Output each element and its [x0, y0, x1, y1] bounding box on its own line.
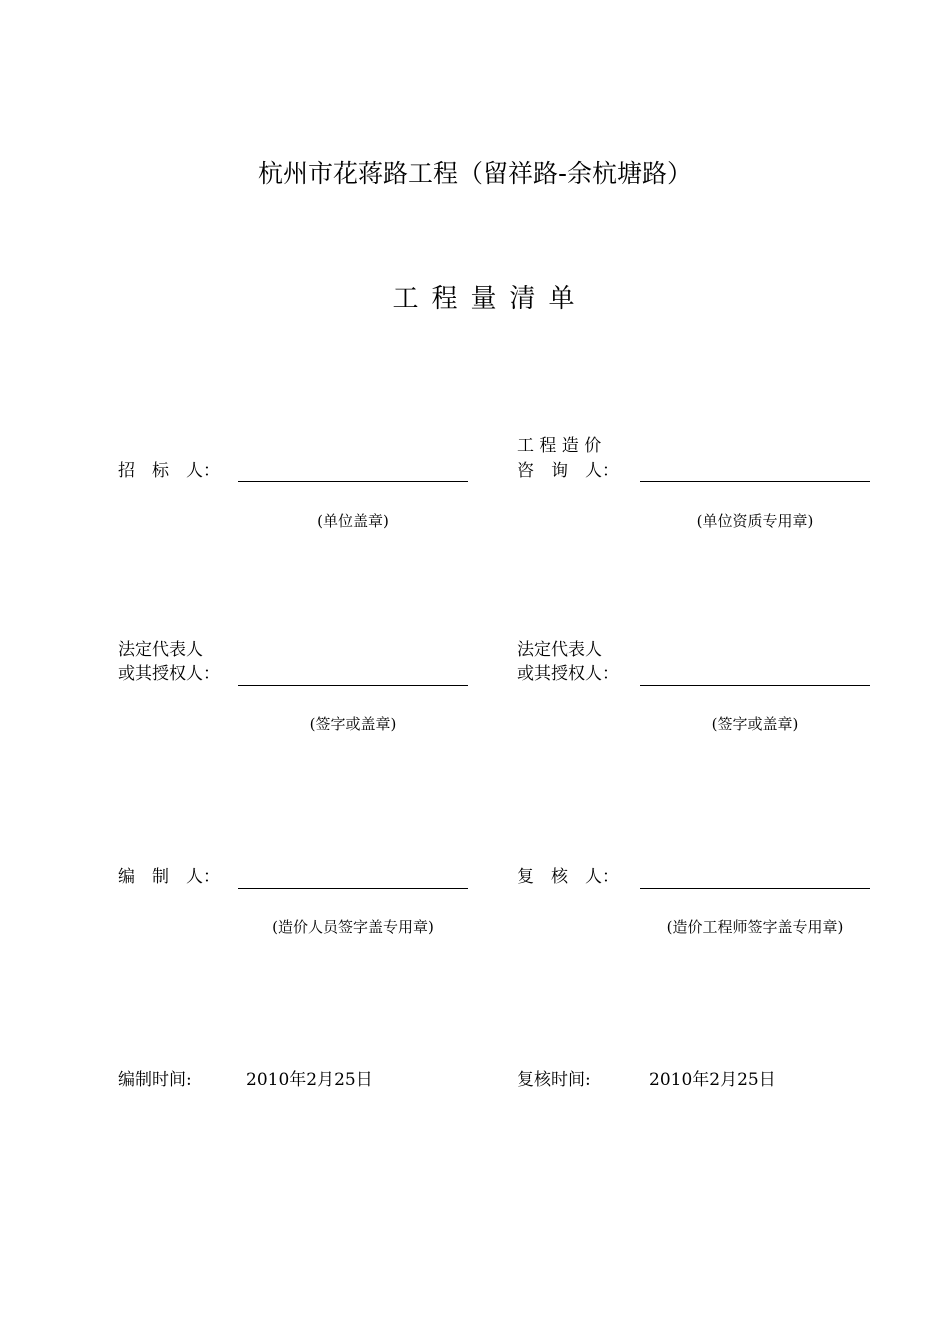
- legal-rep-right-label-line2: 或其授权人：: [517, 664, 619, 684]
- legal-rep-left-note: (签字或盖章): [309, 715, 397, 733]
- review-date-value: 2010年2月25日: [649, 1070, 776, 1090]
- compile-date-value: 2010年2月25日: [246, 1070, 373, 1090]
- tenderer-signature-line[interactable]: [238, 481, 468, 482]
- reviewer-label: 复 核 人：: [517, 867, 619, 887]
- compiler-note: (造价人员签字盖专用章): [272, 918, 434, 936]
- legal-rep-left-label-line2: 或其授权人：: [118, 664, 220, 684]
- project-title: 杭州市花蒋路工程（留祥路-余杭塘路）: [257, 159, 693, 188]
- consultant-label-line1: 工 程 造 价: [517, 436, 602, 456]
- legal-rep-right-signature-line[interactable]: [640, 685, 870, 686]
- consultant-note: (单位资质专用章): [696, 512, 814, 530]
- compile-date-label: 编制时间:: [118, 1070, 192, 1090]
- compiler-signature-line[interactable]: [238, 888, 468, 889]
- review-date-label: 复核时间:: [517, 1070, 591, 1090]
- legal-rep-right-note: (签字或盖章): [711, 715, 799, 733]
- consultant-label-line2: 咨 询 人：: [517, 461, 619, 481]
- legal-rep-left-signature-line[interactable]: [238, 685, 468, 686]
- legal-rep-right-label-line1: 法定代表人: [517, 640, 602, 660]
- legal-rep-left-label-line1: 法定代表人: [118, 640, 203, 660]
- tenderer-label: 招 标 人：: [118, 461, 220, 481]
- consultant-signature-line[interactable]: [640, 481, 870, 482]
- document-title: 工程量清单: [392, 284, 588, 314]
- reviewer-signature-line[interactable]: [640, 888, 870, 889]
- tenderer-note: (单位盖章): [317, 512, 389, 530]
- reviewer-note: (造价工程师签字盖专用章): [666, 918, 844, 936]
- compiler-label: 编 制 人：: [118, 867, 220, 887]
